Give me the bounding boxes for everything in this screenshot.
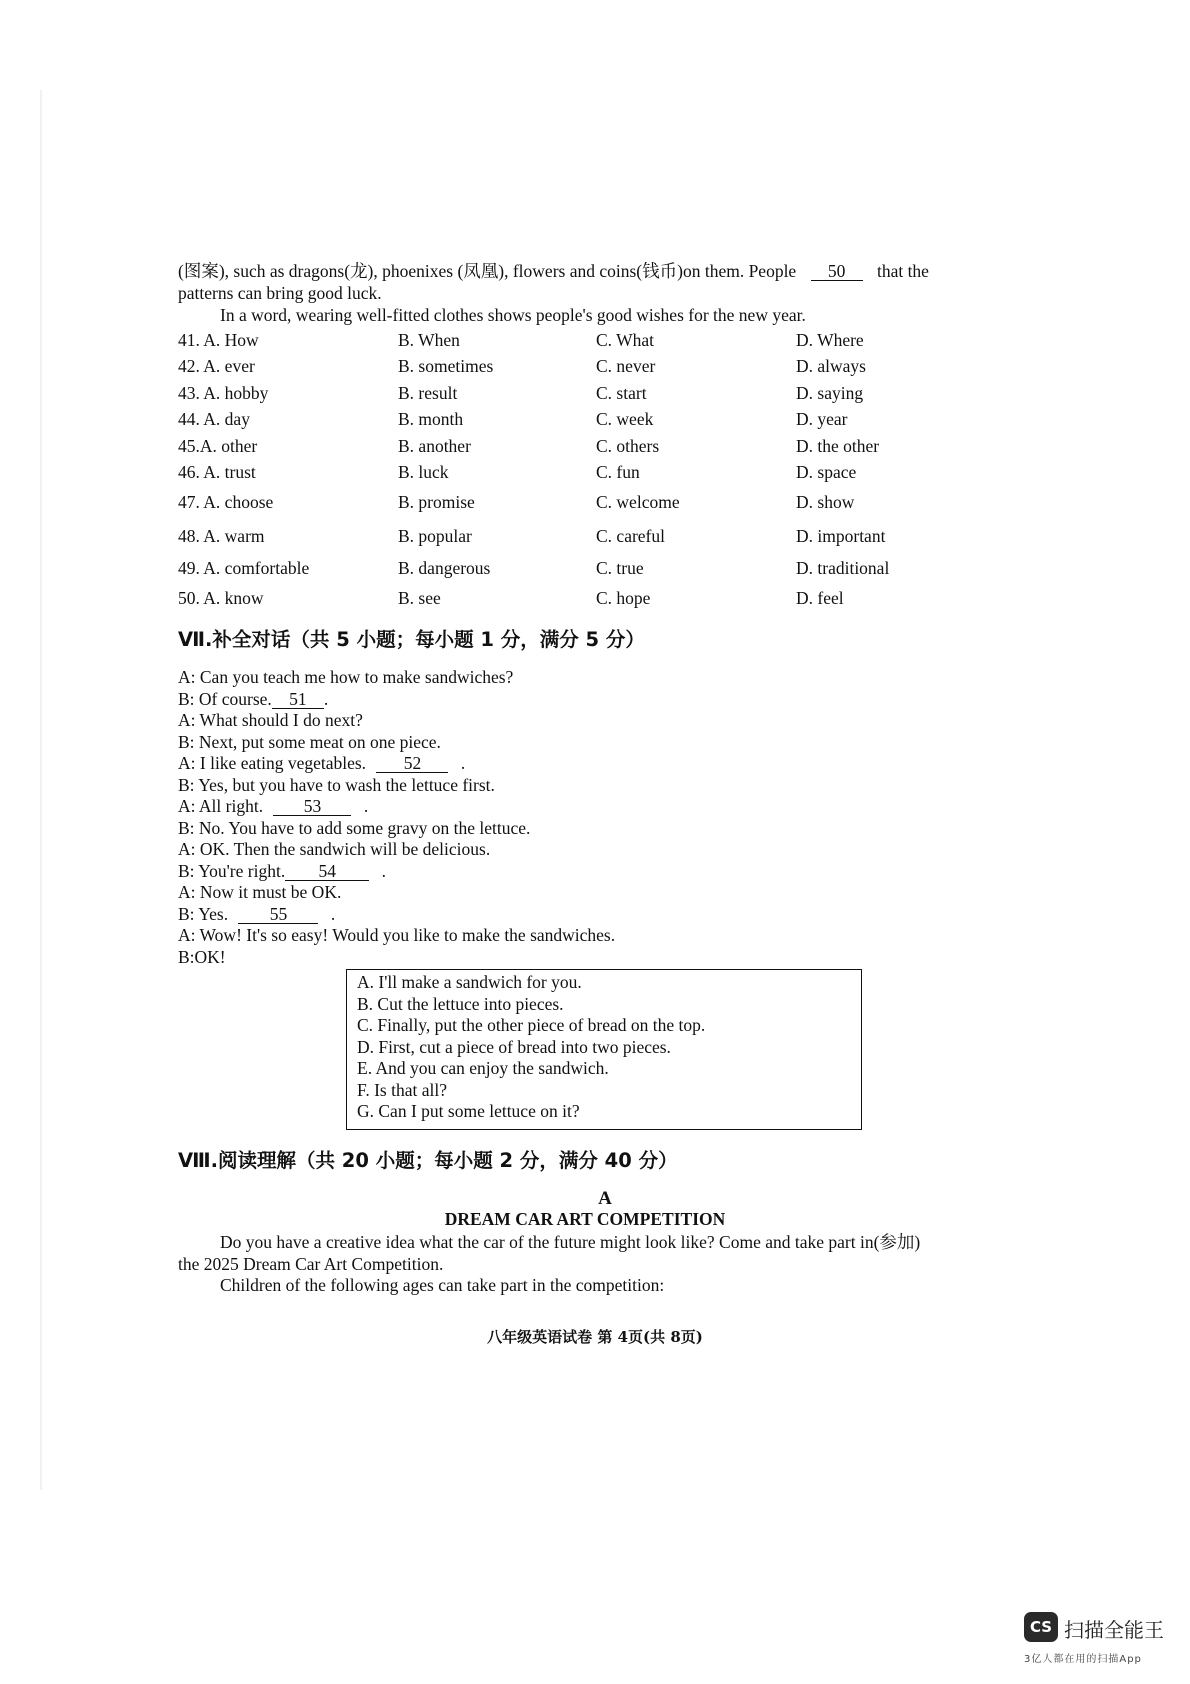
option-row-45 xyxy=(178,436,1038,460)
option-row-42 xyxy=(178,356,1038,380)
option-c: C. careful xyxy=(596,526,665,546)
option-a: 50. A. know xyxy=(178,588,264,608)
option-a: 43. A. hobby xyxy=(178,383,269,403)
option-b: B. dangerous xyxy=(398,558,491,578)
dialogue-line: A: Now it must be OK. xyxy=(178,882,342,902)
option-c: C. hope xyxy=(596,588,651,608)
passage-letter: A xyxy=(598,1188,612,1209)
option-a: 41. A. How xyxy=(178,330,259,350)
option-c: C. others xyxy=(596,436,660,456)
choice-e: E. And you can enjoy the sandwich. xyxy=(357,1058,609,1078)
option-row-43 xyxy=(178,383,1038,407)
option-d: D. the other xyxy=(796,436,880,456)
dialogue-line: A: Wow! It's so easy! Would you like to make the sandwiches. xyxy=(178,925,616,945)
choice-d: D. First, cut a piece of bread into two pieces. xyxy=(357,1036,671,1057)
dialogue-line: B: Next, put some meat on one piece. xyxy=(178,731,441,752)
scanner-tagline: 3亿人都在用的扫描App xyxy=(1024,1654,1142,1665)
option-c: C. week xyxy=(596,409,654,429)
dialogue-line: A: What should I do next? xyxy=(178,710,363,730)
option-a: 48. A. warm xyxy=(178,526,265,546)
option-b: B. popular xyxy=(398,526,472,546)
option-row-41 xyxy=(178,330,1038,354)
choice-b: B. Cut the lettuce into pieces. xyxy=(357,993,564,1014)
scanner-logo-icon: CS xyxy=(1024,1612,1058,1642)
scanner-app-name: 扫描全能王 xyxy=(1064,1618,1164,1642)
option-b: B. result xyxy=(398,383,458,403)
option-c: C. start xyxy=(596,383,647,403)
option-c: C. What xyxy=(596,330,655,350)
option-b: B. another xyxy=(398,436,471,456)
dialogue xyxy=(178,667,615,968)
option-d: D. saying xyxy=(796,383,864,403)
option-a: 47. A. choose xyxy=(178,492,274,512)
dialogue-line: B: You're right. 54 . xyxy=(178,860,386,881)
option-a: 45.A. other xyxy=(178,436,258,456)
passage-line-1-text: (图案), such as dragons(龙), phoenixes (凤凰), flowers and coins(钱币)on them. People xyxy=(178,261,797,281)
passage-title: DREAM CAR ART COMPETITION xyxy=(444,1209,726,1229)
passage-line-1 xyxy=(178,260,929,282)
scanner-watermark xyxy=(1024,1612,1174,1674)
dialogue-line: B: Of course. 51 . xyxy=(178,688,329,709)
option-d: D. always xyxy=(796,356,866,376)
option-a: 49. A. comfortable xyxy=(178,558,310,578)
blank-53: 53 xyxy=(273,797,351,816)
choice-a: A. I'll make a sandwich for you. xyxy=(357,972,582,992)
option-c: C. true xyxy=(596,558,644,578)
option-c: C. welcome xyxy=(596,492,680,512)
option-d: D. Where xyxy=(796,330,864,350)
dialogue-line: B: No. You have to add some gravy on the lettuce. xyxy=(178,817,531,838)
section-8-heading: Ⅷ.阅读理解（共 20 小题；每小题 2 分，满分 40 分） xyxy=(178,1149,678,1172)
blank-52: 52 xyxy=(376,754,448,773)
blank-54: 54 xyxy=(285,862,369,881)
option-b: B. When xyxy=(398,330,460,350)
dialogue-line: A: I like eating vegetables. 52 . xyxy=(178,753,466,773)
section-7-heading: Ⅶ.补全对话（共 5 小题；每小题 1 分，满分 5 分） xyxy=(178,628,645,651)
option-row-50 xyxy=(178,588,1038,612)
choice-g: G. Can I put some lettuce on it? xyxy=(357,1101,580,1121)
scan-edge xyxy=(40,90,42,1490)
option-d: D. show xyxy=(796,492,855,512)
option-d: D. traditional xyxy=(796,558,890,578)
option-d: D. year xyxy=(796,409,848,429)
choices-box xyxy=(346,969,862,1130)
option-row-46 xyxy=(178,462,1038,486)
passage-line-3: In a word, wearing well-fitted clothes shows people's good wishes for the new year. xyxy=(220,305,806,325)
blank-51: 51 xyxy=(272,690,324,709)
option-a: 44. A. day xyxy=(178,409,250,429)
option-d: D. important xyxy=(796,526,886,546)
option-c: C. fun xyxy=(596,462,640,482)
passage-paragraph-2: Children of the following ages can take part in the competition: xyxy=(220,1275,665,1295)
choice-f: F. Is that all? xyxy=(357,1079,447,1100)
dialogue-line: A: OK. Then the sandwich will be delicious. xyxy=(178,839,491,859)
option-row-49 xyxy=(178,558,1038,582)
passage-line-1-end: that the xyxy=(876,261,929,281)
dialogue-line: B: Yes. 55 . xyxy=(178,903,336,924)
option-row-48 xyxy=(178,526,1038,550)
blank-50: 50 xyxy=(811,262,863,281)
dialogue-line: A: Can you teach me how to make sandwiches? xyxy=(178,667,514,687)
option-b: B. promise xyxy=(398,492,475,512)
option-d: D. feel xyxy=(796,588,844,608)
option-b: B. luck xyxy=(398,462,449,482)
passage-paragraph-1a: Do you have a creative idea what the car of the future might look like? Come and take part in(参加) xyxy=(220,1232,921,1252)
passage-line-2: patterns can bring good luck. xyxy=(178,283,382,303)
dialogue-line: A: All right. 53 . xyxy=(178,796,369,816)
option-b: B. see xyxy=(398,588,441,608)
dialogue-line: B: Yes, but you have to wash the lettuce first. xyxy=(178,774,495,795)
passage-paragraph-1b: the 2025 Dream Car Art Competition. xyxy=(178,1254,444,1274)
blank-55: 55 xyxy=(238,905,318,924)
option-c: C. never xyxy=(596,356,656,376)
page-footer: 八年级英语试卷 第 4页(共 8页) xyxy=(487,1328,703,1346)
option-a: 42. A. ever xyxy=(178,356,255,376)
option-d: D. space xyxy=(796,462,857,482)
option-row-44 xyxy=(178,409,1038,433)
choice-c: C. Finally, put the other piece of bread on the top. xyxy=(357,1015,706,1035)
option-b: B. sometimes xyxy=(398,356,494,376)
option-a: 46. A. trust xyxy=(178,462,256,482)
dialogue-line: B:OK! xyxy=(178,946,226,967)
option-b: B. month xyxy=(398,409,464,429)
option-row-47 xyxy=(178,492,1038,516)
